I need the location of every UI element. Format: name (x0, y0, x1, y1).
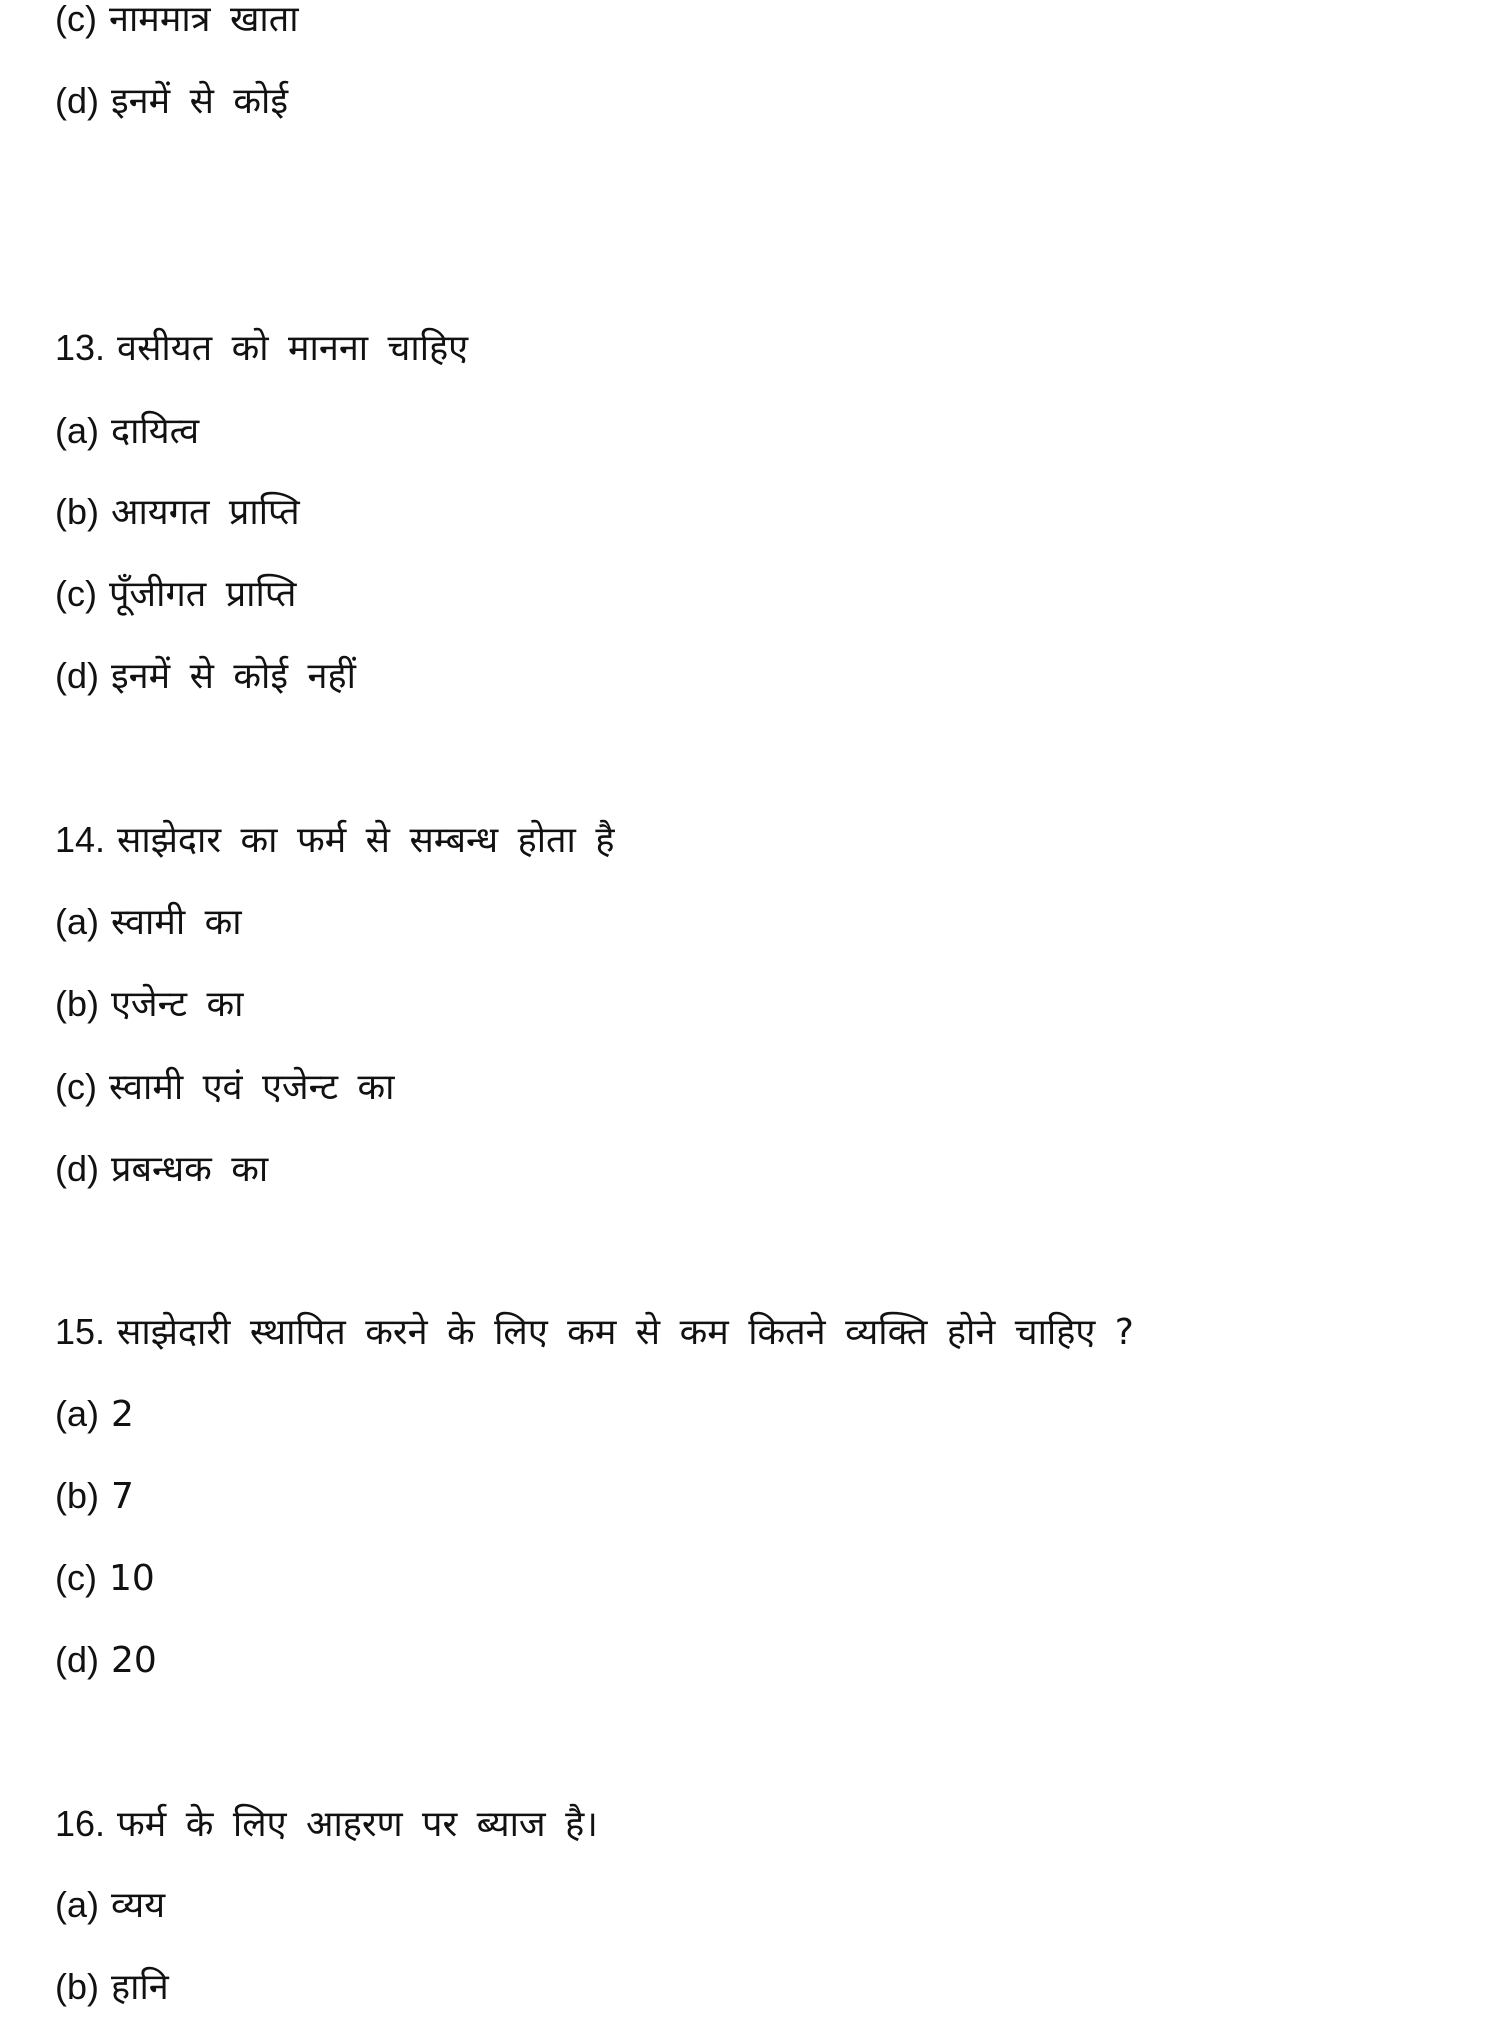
question-number: 16. (55, 1803, 106, 1844)
option-a (55, 1883, 165, 1928)
option-c (55, 0, 299, 42)
question-stem: साझेदार का फर्म से सम्बन्ध होता है (117, 820, 615, 861)
option-label: (a) (55, 1884, 99, 1925)
option-text: प्रबन्धक का (111, 1149, 269, 1190)
question-stem: वसीयत को मानना चाहिए (117, 328, 469, 369)
option-label: (d) (55, 1639, 99, 1680)
question-text (55, 1802, 598, 1847)
option-label: (d) (55, 80, 99, 121)
option-text: इनमें से कोई नहीं (111, 656, 356, 697)
option-label: (a) (55, 410, 99, 451)
option-c (55, 1065, 394, 1110)
question-number: 14. (55, 819, 106, 860)
option-text: व्यय (111, 1885, 166, 1926)
option-text: 2 (111, 1394, 134, 1435)
option-b (55, 490, 300, 535)
question-text (55, 326, 468, 371)
option-label: (b) (55, 1475, 99, 1516)
option-text: 10 (108, 1558, 155, 1599)
question-text (55, 1310, 1134, 1355)
option-text: 7 (111, 1476, 134, 1517)
option-a (55, 409, 199, 454)
option-label: (c) (55, 573, 97, 614)
option-a (55, 900, 242, 945)
option-text: पूँजीगत प्राप्ति (108, 574, 297, 615)
option-text: 20 (111, 1640, 157, 1681)
option-d (55, 654, 356, 699)
option-text: इनमें से कोई (111, 81, 289, 122)
question-text (55, 818, 614, 863)
option-text: हानि (111, 1967, 169, 2008)
option-label: (b) (55, 491, 99, 532)
option-label: (a) (55, 1393, 99, 1434)
option-b (55, 982, 243, 1027)
option-d (55, 79, 288, 124)
option-label: (c) (55, 1557, 97, 1598)
option-text: स्वामी एवं एजेन्ट का (108, 1067, 395, 1108)
option-label: (c) (55, 0, 97, 39)
question-stem: साझेदारी स्थापित करने के लिए कम से कम कितने व्यक्ति होने चाहिए ? (117, 1312, 1134, 1353)
option-text: दायित्व (111, 411, 200, 452)
option-label: (b) (55, 1966, 99, 2007)
option-c (55, 572, 296, 617)
option-d (55, 1638, 157, 1683)
option-b (55, 1474, 134, 1519)
option-label: (a) (55, 901, 99, 942)
question-number: 15. (55, 1311, 106, 1352)
question-number: 13. (55, 327, 106, 368)
option-d (55, 1147, 268, 1192)
option-label: (c) (55, 1066, 97, 1107)
option-c (55, 1556, 155, 1601)
option-label: (b) (55, 983, 99, 1024)
option-b (55, 1965, 169, 2010)
option-text: एजेन्ट का (111, 984, 244, 1025)
option-text: आयगत प्राप्ति (111, 492, 300, 533)
option-a (55, 1392, 134, 1437)
option-text: स्वामी का (111, 902, 242, 943)
question-stem: फर्म के लिए आहरण पर ब्याज है। (117, 1804, 598, 1845)
option-label: (d) (55, 655, 99, 696)
option-label: (d) (55, 1148, 99, 1189)
option-text: नाममात्र खाता (108, 0, 299, 40)
